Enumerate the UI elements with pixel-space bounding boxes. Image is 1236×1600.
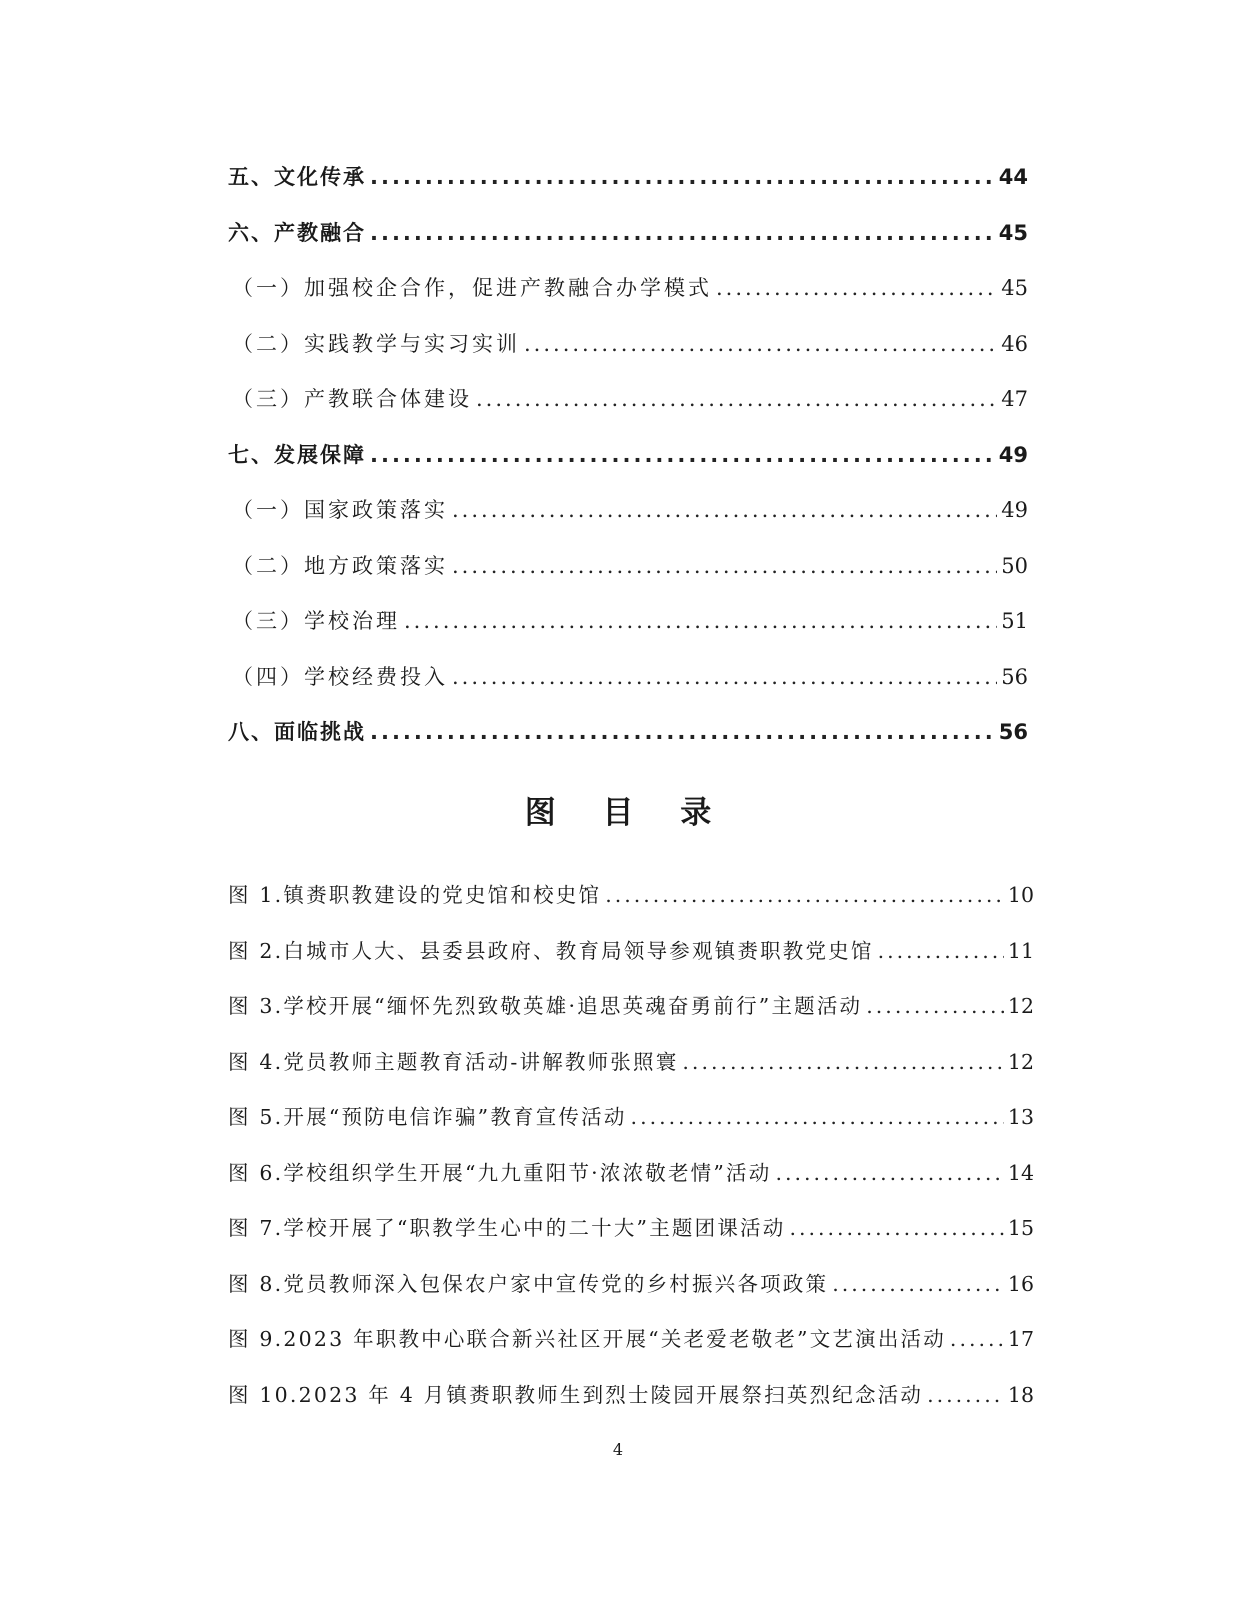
- figure-entry[interactable]: [228, 1368, 1034, 1424]
- dot-leader: [452, 650, 997, 706]
- toc-entry-page: 49: [1001, 498, 1028, 522]
- toc-entry-page: 50: [1001, 553, 1028, 578]
- figure-entry-title: 图 10.2023 年 4 月镇赉职教师生到烈士陵园开展祭扫英烈纪念活动: [228, 1382, 924, 1407]
- toc-subentry[interactable]: [228, 650, 1028, 706]
- figure-list-heading: 图 目 录: [524, 795, 730, 831]
- toc-entry-title: 五、文化传承: [228, 165, 366, 189]
- figure-entry-title: 图 8.党员教师深入包保农户家中宣传党的乡村振兴各项政策: [228, 1271, 829, 1296]
- toc-entry-title: 八、面临挑战: [228, 720, 366, 744]
- toc-entry-title: （一）加强校企合作，促进产教融合办学模式: [232, 276, 712, 300]
- figure-entry-title: 图 3.学校开展“缅怀先烈致敬英雄·追思英魂奋勇前行”主题活动: [228, 994, 863, 1018]
- dot-leader: [370, 705, 995, 761]
- page-number: 4: [612, 1440, 624, 1459]
- figure-entry-page: 10: [1007, 883, 1034, 907]
- table-of-contents: [228, 150, 1028, 761]
- dot-leader: [716, 261, 997, 317]
- figure-entry-title: 图 6.学校组织学生开展“九九重阳节·浓浓敬老情”活动: [228, 1160, 772, 1185]
- figure-entry[interactable]: [228, 979, 1034, 1035]
- figure-entry-title: 图 5.开展“预防电信诈骗”教育宣传活动: [228, 1105, 627, 1129]
- toc-entry-page: 51: [1001, 609, 1028, 633]
- toc-entry[interactable]: [228, 150, 1028, 206]
- toc-subentry[interactable]: [228, 483, 1028, 539]
- dot-leader: [524, 317, 997, 373]
- toc-entry-page: 44: [998, 165, 1028, 189]
- toc-entry-page: 47: [1001, 387, 1028, 411]
- dot-leader: [452, 483, 997, 539]
- dot-leader: [476, 372, 997, 428]
- toc-entry-page: 45: [1001, 276, 1028, 300]
- dot-leader: [682, 1035, 1004, 1091]
- toc-subentry[interactable]: [228, 261, 1028, 317]
- toc-entry[interactable]: [228, 705, 1028, 761]
- dot-leader: [927, 1368, 1004, 1424]
- toc-entry[interactable]: [228, 206, 1028, 262]
- figure-entry-title: 图 4.党员教师主题教育活动-讲解教师张照寰: [228, 1049, 679, 1074]
- toc-entry-title: （二）地方政策落实: [232, 553, 448, 578]
- toc-entry-page: 56: [1001, 664, 1028, 689]
- figure-entry-title: 图 2.白城市人大、县委县政府、教育局领导参观镇赉职教党史馆: [228, 938, 874, 963]
- dot-leader: [631, 1090, 1004, 1146]
- toc-entry-title: （二）实践教学与实习实训: [232, 331, 520, 356]
- toc-entry-title: 七、发展保障: [228, 442, 366, 467]
- dot-leader: [878, 924, 1004, 980]
- figure-entry[interactable]: [228, 1201, 1034, 1257]
- dot-leader: [775, 1146, 1003, 1202]
- dot-leader: [370, 150, 995, 206]
- figure-entry[interactable]: [228, 1090, 1034, 1146]
- dot-leader: [866, 979, 1004, 1035]
- toc-entry-title: （一）国家政策落实: [232, 498, 448, 522]
- dot-leader: [832, 1257, 1004, 1313]
- figure-entry-title: 图 1.镇赉职教建设的党史馆和校史馆: [228, 883, 602, 907]
- toc-subentry[interactable]: [228, 539, 1028, 595]
- dot-leader: [789, 1201, 1003, 1257]
- toc-subentry[interactable]: [228, 372, 1028, 428]
- dot-leader: [605, 868, 1004, 924]
- toc-entry-page: 49: [998, 442, 1028, 467]
- figure-entry-page: 16: [1007, 1271, 1034, 1296]
- figure-entry[interactable]: [228, 1312, 1034, 1368]
- dot-leader: [370, 206, 995, 262]
- toc-entry-title: （三）学校治理: [232, 609, 400, 633]
- figure-entry-title: 图 9.2023 年职教中心联合新兴社区开展“关老爱老敬老”文艺演出活动: [228, 1327, 946, 1351]
- dot-leader: [452, 539, 997, 595]
- toc-entry-title: （四）学校经费投入: [232, 664, 448, 689]
- figure-entry-page: 18: [1007, 1382, 1034, 1407]
- toc-entry-title: （三）产教联合体建设: [232, 387, 472, 411]
- dot-leader: [404, 594, 997, 650]
- figure-list: [228, 868, 1034, 1423]
- toc-subentry[interactable]: [228, 594, 1028, 650]
- toc-subentry[interactable]: [228, 317, 1028, 373]
- toc-entry-page: 56: [998, 720, 1028, 744]
- figure-entry-page: 12: [1007, 994, 1034, 1018]
- toc-entry-title: 六、产教融合: [228, 220, 366, 245]
- toc-entry-page: 46: [1001, 331, 1028, 356]
- figure-entry-page: 12: [1007, 1049, 1034, 1074]
- figure-entry[interactable]: [228, 1035, 1034, 1091]
- figure-entry-page: 11: [1007, 938, 1034, 963]
- figure-entry[interactable]: [228, 924, 1034, 980]
- figure-entry[interactable]: [228, 1257, 1034, 1313]
- figure-entry[interactable]: [228, 1146, 1034, 1202]
- dot-leader: [950, 1312, 1004, 1368]
- figure-entry-page: 15: [1007, 1216, 1034, 1240]
- figure-entry-page: 13: [1007, 1105, 1034, 1129]
- toc-entry-page: 45: [998, 220, 1028, 245]
- dot-leader: [370, 428, 995, 484]
- figure-entry[interactable]: [228, 868, 1034, 924]
- figure-entry-page: 17: [1007, 1327, 1034, 1351]
- toc-entry[interactable]: [228, 428, 1028, 484]
- figure-entry-page: 14: [1007, 1160, 1034, 1185]
- figure-entry-title: 图 7.学校开展了“职教学生心中的二十大”主题团课活动: [228, 1216, 786, 1240]
